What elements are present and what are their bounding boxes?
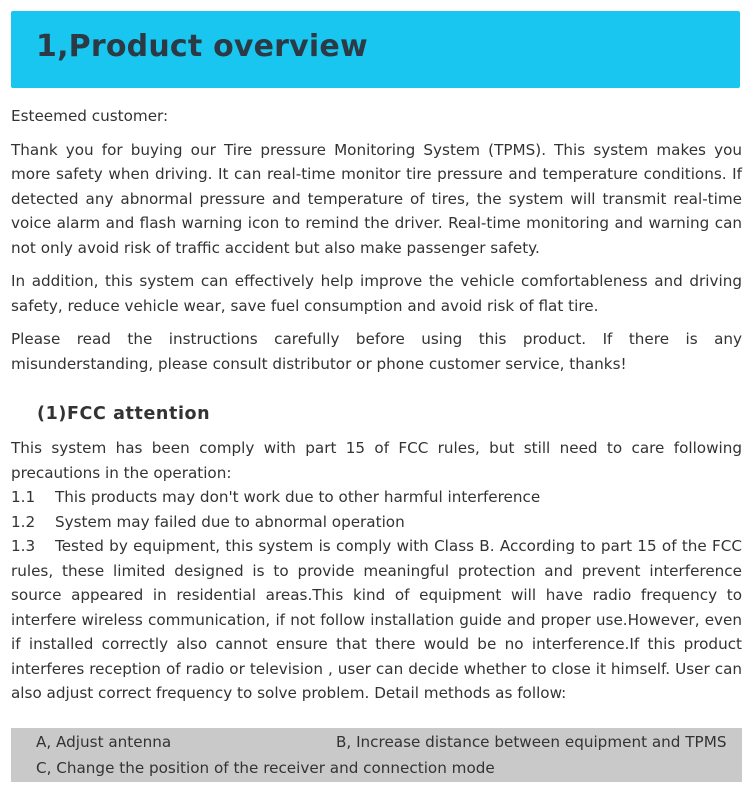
document-body: [11, 104, 742, 706]
method-increase-distance: B, Increase distance between equipment and TPMS: [336, 733, 727, 751]
fcc-item-number: 1.3: [11, 537, 36, 555]
fcc-item-number: 1.1: [11, 488, 36, 506]
fcc-item-number: 1.2: [11, 512, 36, 531]
fcc-item-text: Tested by equipment, this system is comply with Class B. According to part 15 of the FCC rules, these limited designed is to provide meaningful protection and prevent interference source appeared in residential areas.This kind of equipment will have radio frequency to interfere wireless communication, if not follow installation guide and proper use.However, even if installed correctly also cannot ensure that there would be no interference.If this product interferes reception of radio or television , user can decide whether to close it himself. User can also adjust correct frequency to solve problem. Detail methods as follow:: [11, 537, 742, 702]
intro-paragraph-2: In addition, this system can effectively help improve the vehicle comfortableness and driving safety, reduce vehicle wear, save fuel consumption and avoid risk of flat tire.: [11, 272, 742, 315]
intro-paragraph-1: Thank you for buying our Tire pressure Monitoring System (TPMS). This system makes you more safety when driving. It can real-time monitor tire pressure and temperature conditions. If detected any abnormal pressure and temperature of tires, the system will transmit real-time voice alarm and flash warning icon to remind the driver. Real-time monitoring and warning can not only avoid risk of traffic accident but also make passenger safety.: [11, 140, 742, 257]
section-header-banner: [11, 11, 740, 88]
fcc-item-2: [11, 510, 742, 535]
fcc-item-text: System may failed due to abnormal operation: [55, 512, 405, 531]
fcc-item-text: This products may don't work due to other harmful interference: [55, 488, 541, 506]
methods-box: [11, 728, 742, 782]
method-adjust-antenna: A, Adjust antenna: [36, 733, 172, 751]
greeting-text: Esteemed customer:: [11, 107, 169, 125]
fcc-item-3: [11, 534, 742, 706]
fcc-item-1: [11, 485, 742, 510]
fcc-attention-heading: (1)FCC attention: [37, 404, 211, 424]
section-title: 1,Product overview: [36, 29, 368, 64]
fcc-intro-text: This system has been comply with part 15 of FCC rules, but still need to care following precautions in the operation:: [11, 439, 742, 482]
method-change-position: C, Change the position of the receiver and connection mode: [36, 759, 495, 777]
intro-paragraph-3: Please read the instructions carefully before using this product. If there is any misunderstanding, please consult distributor or phone customer service, thanks!: [11, 330, 742, 373]
